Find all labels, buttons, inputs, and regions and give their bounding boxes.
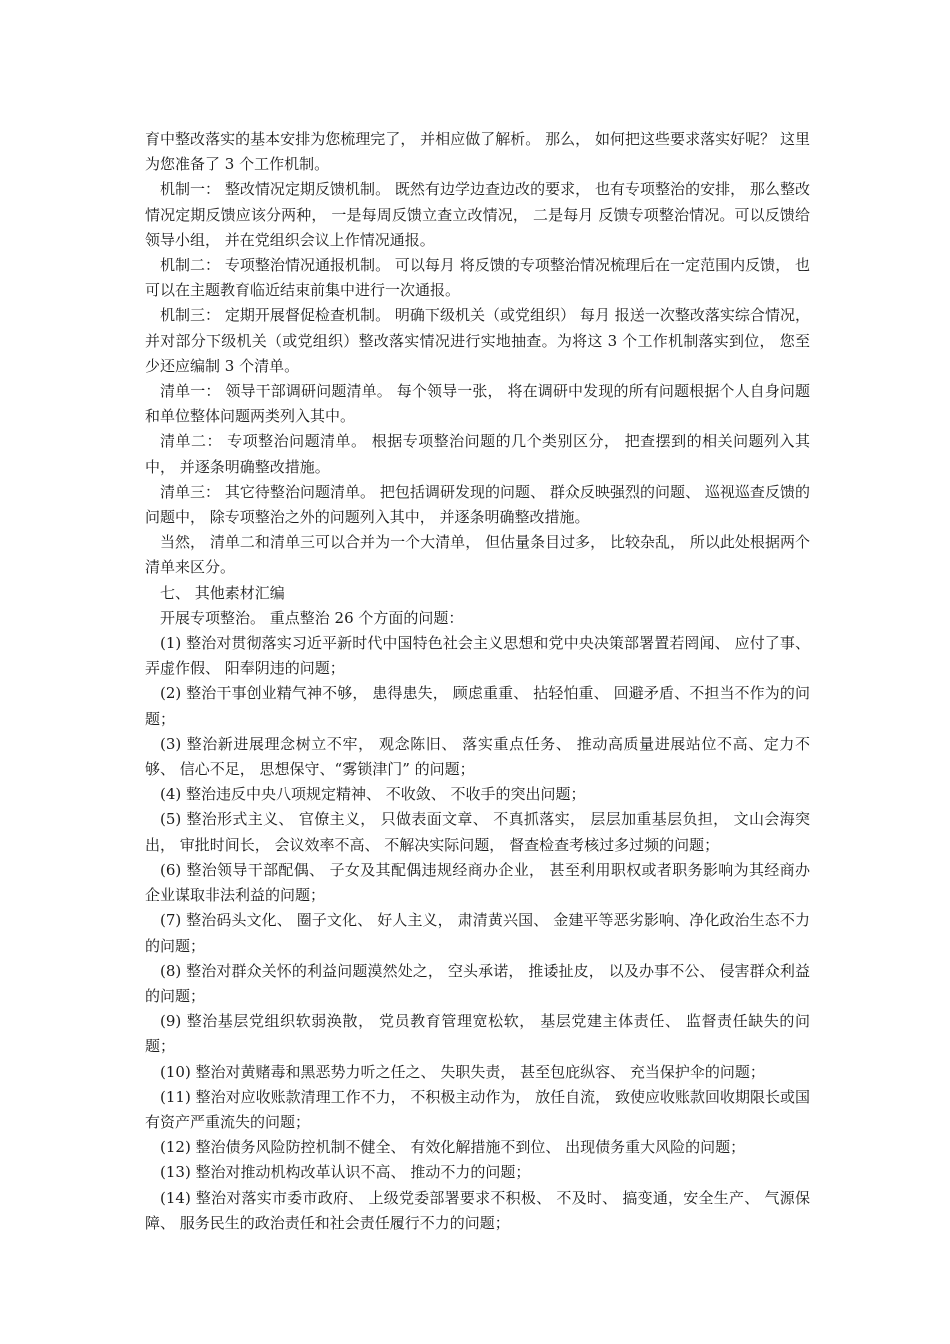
paragraph-list-3: 清单三： 其它待整治问题清单。 把包括调研发现的问题、 群众反映强烈的问题、 巡视巡查反馈的问题中， 除专项整治之外的问题列入其中， 并逐条明确整改措施。 <box>145 482 810 527</box>
list-item-9: (9) 整治基层党组织软弱涣散， 党员教育管理宽松软， 基层党建主体责任、 监督责任缺失的问题； <box>145 1012 810 1056</box>
paragraph-mechanism-1: 机制一： 整改情况定期反馈机制。 既然有边学边查边改的要求， 也有专项整治的安排， 那么整改情况定期反馈应该分两种， 一是每周反馈立查立改情况， 二是每月 反馈专项整治情况。可以反馈给领导小组， 并在党组织会议上作情况通报。 <box>145 180 810 249</box>
paragraph-mechanism-2: 机制二： 专项整治情况通报机制。 可以每月 将反馈的专项整治情况梳理后在一定范围内反馈， 也可以在主题教育临近结束前集中进行一次通报。 <box>145 256 810 300</box>
list-item-1: (1) 整治对贯彻落实习近平新时代中国特色社会主义思想和党中央决策部署置若罔闻、 应付了事、 弄虚作假、 阳奉阴违的问题； <box>145 634 810 678</box>
list-item-4: (4) 整治违反中央八项规定精神、 不收敛、 不收手的突出问题； <box>160 785 586 804</box>
list-item-13: (13) 整治对推动机构改革认识不高、 推动不力的问题； <box>160 1163 531 1182</box>
list-item-14: (14) 整治对落实市委市政府、 上级党委部署要求不积极、 不及时、 搞变通，安全生产、 气源保障、 服务民生的政治责任和社会责任履行不力的问题； <box>145 1188 810 1232</box>
document-page <box>145 127 810 1236</box>
list-item-6: (6) 整治领导干部配偶、 子女及其配偶违规经商办企业， 甚至利用职权或者职务影响为其经商办企业谋取非法利益的问题； <box>145 860 810 905</box>
paragraph-list-1: 清单一： 领导干部调研问题清单。 每个领导一张， 将在调研中发现的所有问题根据个人自身问题和单位整体问题两类列入其中。 <box>145 382 810 426</box>
list-item-11: (11) 整治对应收账款清理工作不力， 不积极主动作为， 放任自流， 致使应收账款回收期限长或国有资产严重流失的问题； <box>145 1087 810 1131</box>
list-item-3: (3) 整治新进展理念树立不牢， 观念陈旧、 落实重点任务、 推动高质量进展站位不高、定力不够、 信心不足， 思想保守、“雾锁津门” 的问题； <box>145 734 810 779</box>
list-item-10: (10) 整治对黄赌毒和黑恶势力听之任之、 失职失责， 甚至包庇纵容、 充当保护伞的问题； <box>160 1062 765 1081</box>
list-item-5: (5) 整治形式主义、 官僚主义， 只做表面文章、 不真抓落实， 层层加重基层负担， 文山会海突出， 审批时间长， 会议效率不高、 不解决实际问题， 督查检查考核过多过频的问题； <box>145 810 810 854</box>
paragraph-conclusion: 当然， 清单二和清单三可以合并为一个大清单， 但估量条目过多， 比较杂乱， 所以此处根据两个清单来区分。 <box>145 533 810 577</box>
list-item-12: (12) 整治债务风险防控机制不健全、 有效化解措施不到位、 出现债务重大风险的问题； <box>160 1138 746 1157</box>
list-item-7: (7) 整治码头文化、 圈子文化、 好人主义， 肃清黄兴国、 金建平等恶劣影响、净化政治生态不力的问题； <box>145 911 810 955</box>
paragraph-list-2: 清单二： 专项整治问题清单。 根据专项整治问题的几个类别区分， 把查摆到的相关问题列入其中， 并逐条明确整改措施。 <box>145 432 810 476</box>
paragraph-intro: 育中整改落实的基本安排为您梳理完了， 并相应做了解析。 那么， 如何把这些要求落实好呢？ 这里为您准备了 3 个工作机制。 <box>145 130 810 174</box>
paragraph-special-rectification: 开展专项整治。 重点整治 26 个方面的问题： <box>160 608 464 627</box>
list-item-8: (8) 整治对群众关怀的利益问题漠然处之， 空头承诺， 推诿扯皮， 以及办事不公、 侵害群众利益的问题； <box>145 961 810 1005</box>
section-heading: 七、 其他素材汇编 <box>160 583 285 602</box>
list-item-2: (2) 整治干事创业精气神不够， 患得患失， 顾虑重重、 拈轻怕重、 回避矛盾、不担当不作为的问题； <box>145 684 810 728</box>
paragraph-mechanism-3: 机制三： 定期开展督促检查机制。 明确下级机关（或党组织） 每月 报送一次整改落实综合情况， 并对部分下级机关（或党组织）整改落实情况进行实地抽查。为将这 3 个工作机制落实到位， 您至少还应编制 3 个清单。 <box>145 306 810 375</box>
